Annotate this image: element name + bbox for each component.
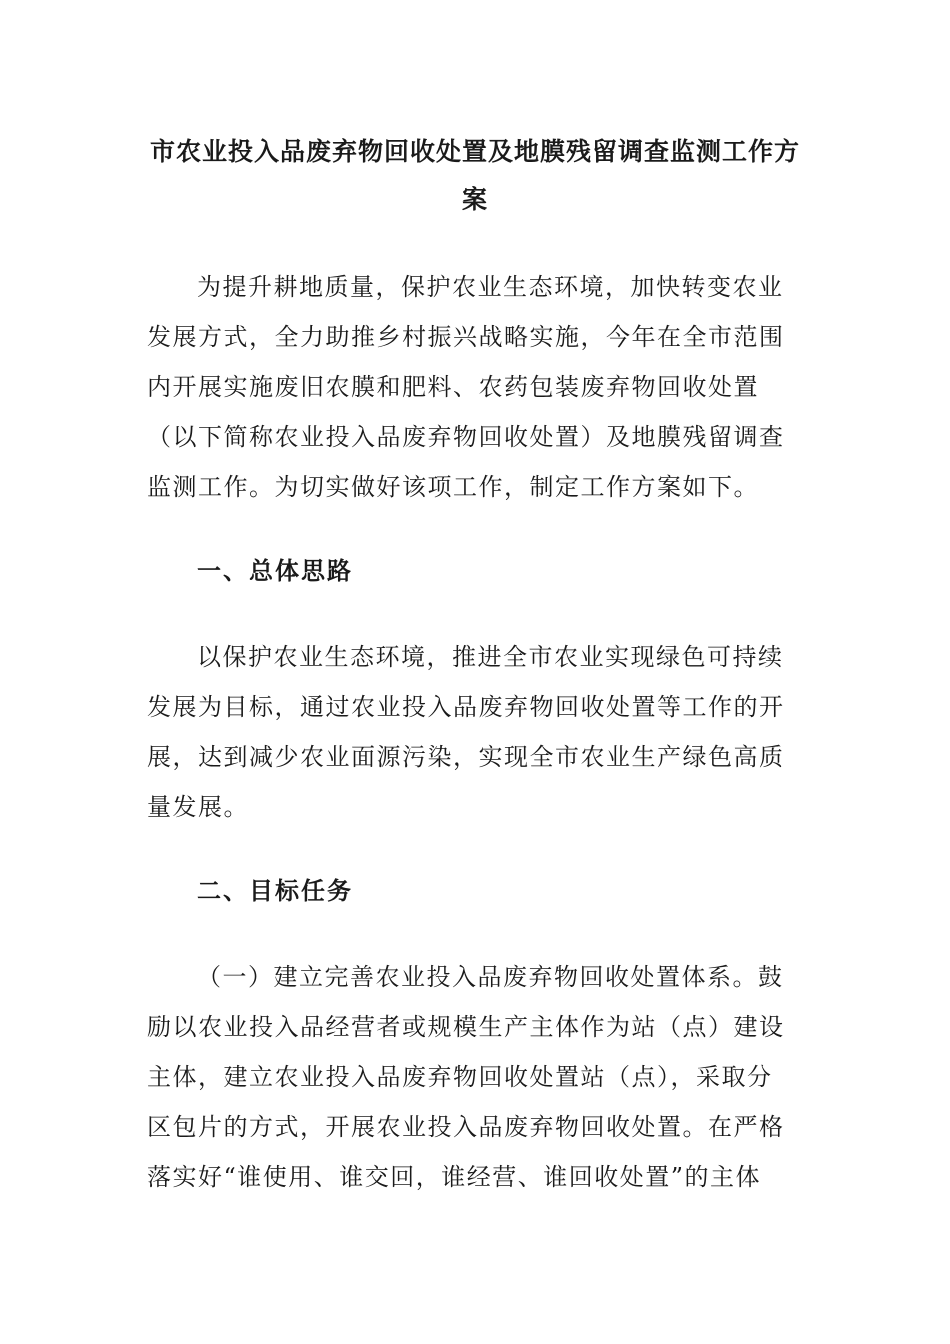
- paragraph-line: 主体，建立农业投入品废弃物回收处置站（点），采取分: [147, 1063, 773, 1091]
- paragraph-line: 展，达到减少农业面源污染，实现全市农业生产绿色高质: [147, 743, 785, 771]
- paragraph-line: 以保护农业生态环境，推进全市农业实现绿色可持续: [197, 643, 784, 671]
- paragraph-line: 区包片的方式，开展农业投入品废弃物回收处置。在严格: [147, 1113, 785, 1141]
- paragraph-line: 发展为目标，通过农业投入品废弃物回收处置等工作的开: [147, 693, 785, 721]
- intro-paragraph: [147, 262, 787, 512]
- section-heading-goals-tasks: 二、目标任务: [197, 876, 353, 905]
- paragraph-line: 内开展实施废旧农膜和肥料、农药包装废弃物回收处置: [147, 373, 759, 401]
- paragraph-line: 励以农业投入品经营者或规模生产主体作为站（点）建设: [147, 1013, 785, 1041]
- paragraph-line: （一）建立完善农业投入品废弃物回收处置体系。鼓: [197, 963, 784, 991]
- paragraph-line: 监测工作。为切实做好该项工作，制定工作方案如下。: [147, 473, 759, 501]
- paragraph-line: 落实好“谁使用、谁交回，谁经营、谁回收处置”的主体: [147, 1163, 762, 1191]
- paragraph-line: 发展方式，全力助推乡村振兴战略实施，今年在全市范围: [147, 323, 785, 351]
- section-heading-overall-approach: 一、总体思路: [197, 556, 353, 585]
- paragraph-line: 为提升耕地质量，保护农业生态环境，加快转变农业: [197, 273, 784, 301]
- paragraph-line: 量发展。: [147, 793, 249, 821]
- document-title-line-2: 案: [461, 185, 488, 214]
- paragraph-line: （以下简称农业投入品废弃物回收处置）及地膜残留调查: [147, 423, 785, 451]
- section2-paragraph: [147, 952, 787, 1202]
- document-title-line-1: 市农业投入品废弃物回收处置及地膜残留调查监测工作方: [149, 137, 800, 166]
- section1-paragraph: [147, 632, 787, 832]
